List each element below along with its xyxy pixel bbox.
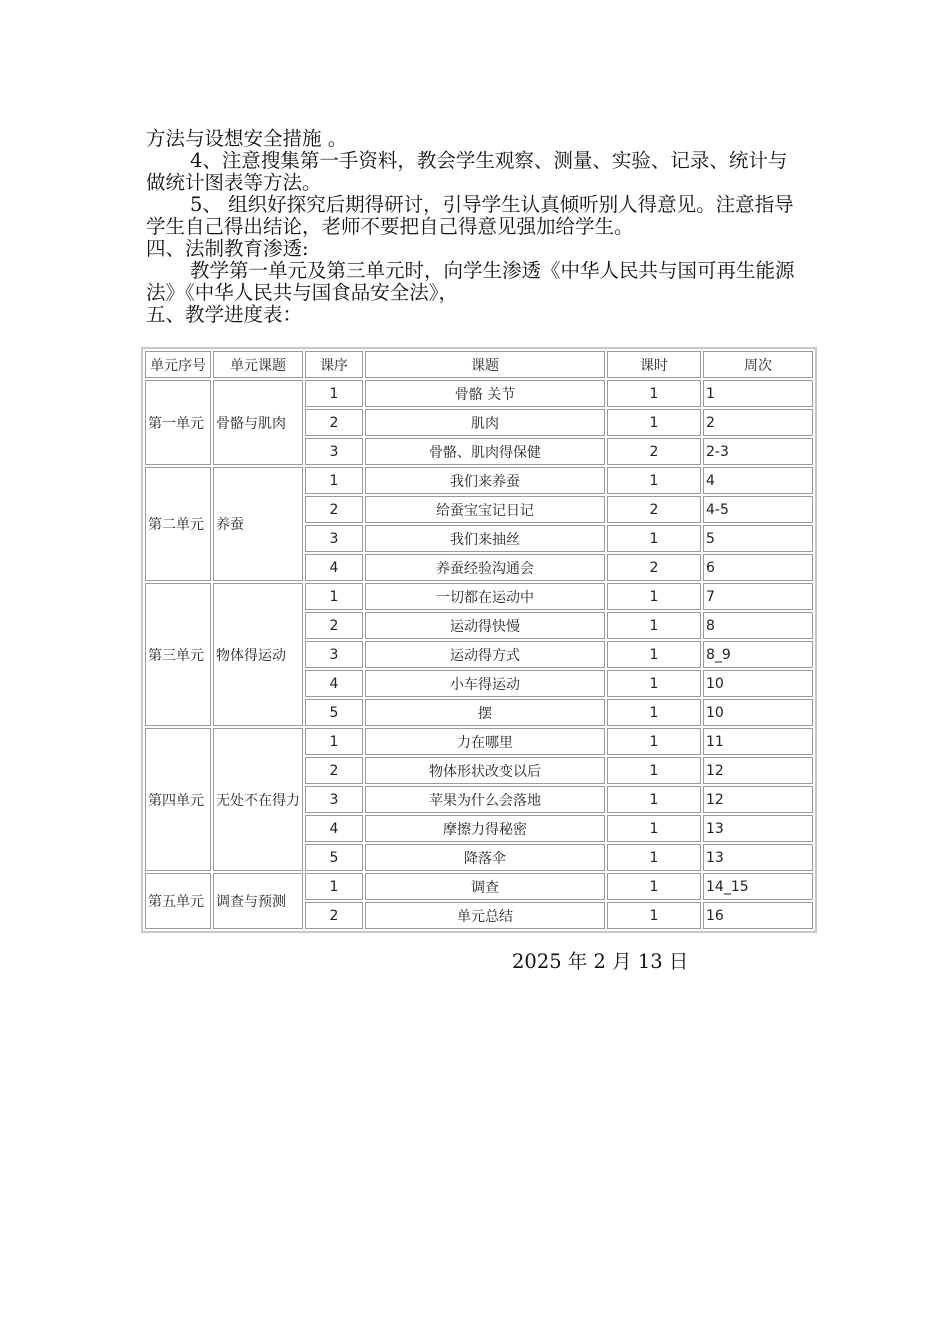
lesson-number-cell: 5	[305, 699, 363, 726]
lesson-title-cell: 运动得快慢	[365, 612, 605, 639]
lesson-number-cell: 2	[305, 612, 363, 639]
paragraph-law-education: 教学第一单元及第三单元时，向学生渗透《中华人民共与国可再生能源法》《中华人民共与国食品安全法》，	[146, 259, 795, 304]
table-header-row	[145, 351, 813, 378]
lesson-hours-cell: 1	[607, 670, 701, 697]
lesson-number-cell: 4	[305, 815, 363, 842]
paragraph-item-4: 4、注意搜集第一手资料，教会学生观察、测量、实验、记录、统计与做统计图表等方法。	[146, 149, 788, 194]
lesson-week-cell: 16	[703, 902, 813, 929]
lesson-number-cell: 1	[305, 873, 363, 900]
lesson-title-cell: 摩擦力得秘密	[365, 815, 605, 842]
paragraph-safety: 方法与设想安全措施 。	[146, 127, 348, 150]
unit-topic-cell: 骨骼与肌肉	[213, 380, 303, 465]
lesson-week-cell: 2	[703, 409, 813, 436]
lesson-title-cell: 骨骼 关节	[365, 380, 605, 407]
section-heading-4: 四、法制教育渗透:	[146, 237, 309, 260]
lesson-week-cell: 4	[703, 467, 813, 494]
lesson-number-cell: 1	[305, 467, 363, 494]
lesson-number-cell: 2	[305, 409, 363, 436]
lesson-week-cell: 10	[703, 670, 813, 697]
lesson-hours-cell: 1	[607, 583, 701, 610]
lesson-week-cell: 7	[703, 583, 813, 610]
lesson-number-cell: 3	[305, 525, 363, 552]
lesson-title-cell: 我们来抽丝	[365, 525, 605, 552]
schedule-table	[141, 347, 817, 933]
lesson-number-cell: 4	[305, 554, 363, 581]
lesson-week-cell: 12	[703, 757, 813, 784]
lesson-hours-cell: 1	[607, 815, 701, 842]
lesson-week-cell: 8	[703, 612, 813, 639]
unit-number-cell: 第四单元	[145, 728, 211, 871]
lesson-title-cell: 摆	[365, 699, 605, 726]
lesson-hours-cell: 1	[607, 699, 701, 726]
unit-number-cell: 第二单元	[145, 467, 211, 581]
lesson-title-cell: 养蚕经验沟通会	[365, 554, 605, 581]
lesson-title-cell: 我们来养蚕	[365, 467, 605, 494]
lesson-hours-cell: 1	[607, 641, 701, 668]
table-row	[145, 467, 813, 494]
unit-topic-cell: 无处不在得力	[213, 728, 303, 871]
lesson-week-cell: 14_15	[703, 873, 813, 900]
lesson-week-cell: 6	[703, 554, 813, 581]
lesson-week-cell: 5	[703, 525, 813, 552]
lesson-title-cell: 运动得方式	[365, 641, 605, 668]
unit-number-cell: 第五单元	[145, 873, 211, 929]
lesson-title-cell: 降落伞	[365, 844, 605, 871]
lesson-hours-cell: 1	[607, 844, 701, 871]
lesson-week-cell: 13	[703, 844, 813, 871]
lesson-title-cell: 小车得运动	[365, 670, 605, 697]
header-unit-no: 单元序号	[145, 351, 211, 378]
header-week: 周次	[703, 351, 813, 378]
lesson-hours-cell: 2	[607, 496, 701, 523]
table-row	[145, 583, 813, 610]
header-lesson-title: 课题	[365, 351, 605, 378]
lesson-title-cell: 骨骼、肌肉得保健	[365, 438, 605, 465]
unit-number-cell: 第一单元	[145, 380, 211, 465]
lesson-hours-cell: 1	[607, 728, 701, 755]
header-lesson-no: 课序	[305, 351, 363, 378]
lesson-title-cell: 苹果为什么会落地	[365, 786, 605, 813]
lesson-hours-cell: 1	[607, 612, 701, 639]
lesson-hours-cell: 1	[607, 525, 701, 552]
lesson-number-cell: 2	[305, 902, 363, 929]
lesson-number-cell: 3	[305, 438, 363, 465]
lesson-week-cell: 12	[703, 786, 813, 813]
lesson-title-cell: 给蚕宝宝记日记	[365, 496, 605, 523]
schedule-table-body	[145, 380, 813, 929]
table-row	[145, 380, 813, 407]
lesson-week-cell: 1	[703, 380, 813, 407]
lesson-number-cell: 5	[305, 844, 363, 871]
document-date: 2025 年 2 月 13 日	[512, 950, 689, 973]
lesson-number-cell: 2	[305, 496, 363, 523]
lesson-number-cell: 3	[305, 641, 363, 668]
lesson-hours-cell: 2	[607, 438, 701, 465]
body-text	[146, 128, 806, 326]
unit-topic-cell: 物体得运动	[213, 583, 303, 726]
lesson-hours-cell: 1	[607, 380, 701, 407]
lesson-hours-cell: 2	[607, 554, 701, 581]
lesson-title-cell: 一切都在运动中	[365, 583, 605, 610]
lesson-number-cell: 3	[305, 786, 363, 813]
lesson-hours-cell: 1	[607, 902, 701, 929]
header-unit-topic: 单元课题	[213, 351, 303, 378]
lesson-title-cell: 调查	[365, 873, 605, 900]
lesson-week-cell: 2-3	[703, 438, 813, 465]
lesson-title-cell: 力在哪里	[365, 728, 605, 755]
unit-number-cell: 第三单元	[145, 583, 211, 726]
lesson-number-cell: 4	[305, 670, 363, 697]
section-heading-5: 五、教学进度表：	[146, 303, 303, 326]
lesson-title-cell: 肌肉	[365, 409, 605, 436]
lesson-week-cell: 13	[703, 815, 813, 842]
header-hours: 课时	[607, 351, 701, 378]
lesson-title-cell: 单元总结	[365, 902, 605, 929]
lesson-number-cell: 1	[305, 728, 363, 755]
lesson-week-cell: 10	[703, 699, 813, 726]
lesson-hours-cell: 1	[607, 409, 701, 436]
lesson-number-cell: 1	[305, 380, 363, 407]
paragraph-item-5: 5、 组织好探究后期得研讨，引导学生认真倾听别人得意见。注意指导学生自己得出结论，老师不要把自己得意见强加给学生。	[146, 193, 794, 238]
lesson-hours-cell: 1	[607, 786, 701, 813]
table-row	[145, 873, 813, 900]
lesson-week-cell: 11	[703, 728, 813, 755]
lesson-hours-cell: 1	[607, 467, 701, 494]
lesson-title-cell: 物体形状改变以后	[365, 757, 605, 784]
lesson-hours-cell: 1	[607, 757, 701, 784]
lesson-week-cell: 4-5	[703, 496, 813, 523]
lesson-number-cell: 1	[305, 583, 363, 610]
unit-topic-cell: 调查与预测	[213, 873, 303, 929]
unit-topic-cell: 养蚕	[213, 467, 303, 581]
lesson-hours-cell: 1	[607, 873, 701, 900]
lesson-week-cell: 8_9	[703, 641, 813, 668]
lesson-number-cell: 2	[305, 757, 363, 784]
table-row	[145, 728, 813, 755]
